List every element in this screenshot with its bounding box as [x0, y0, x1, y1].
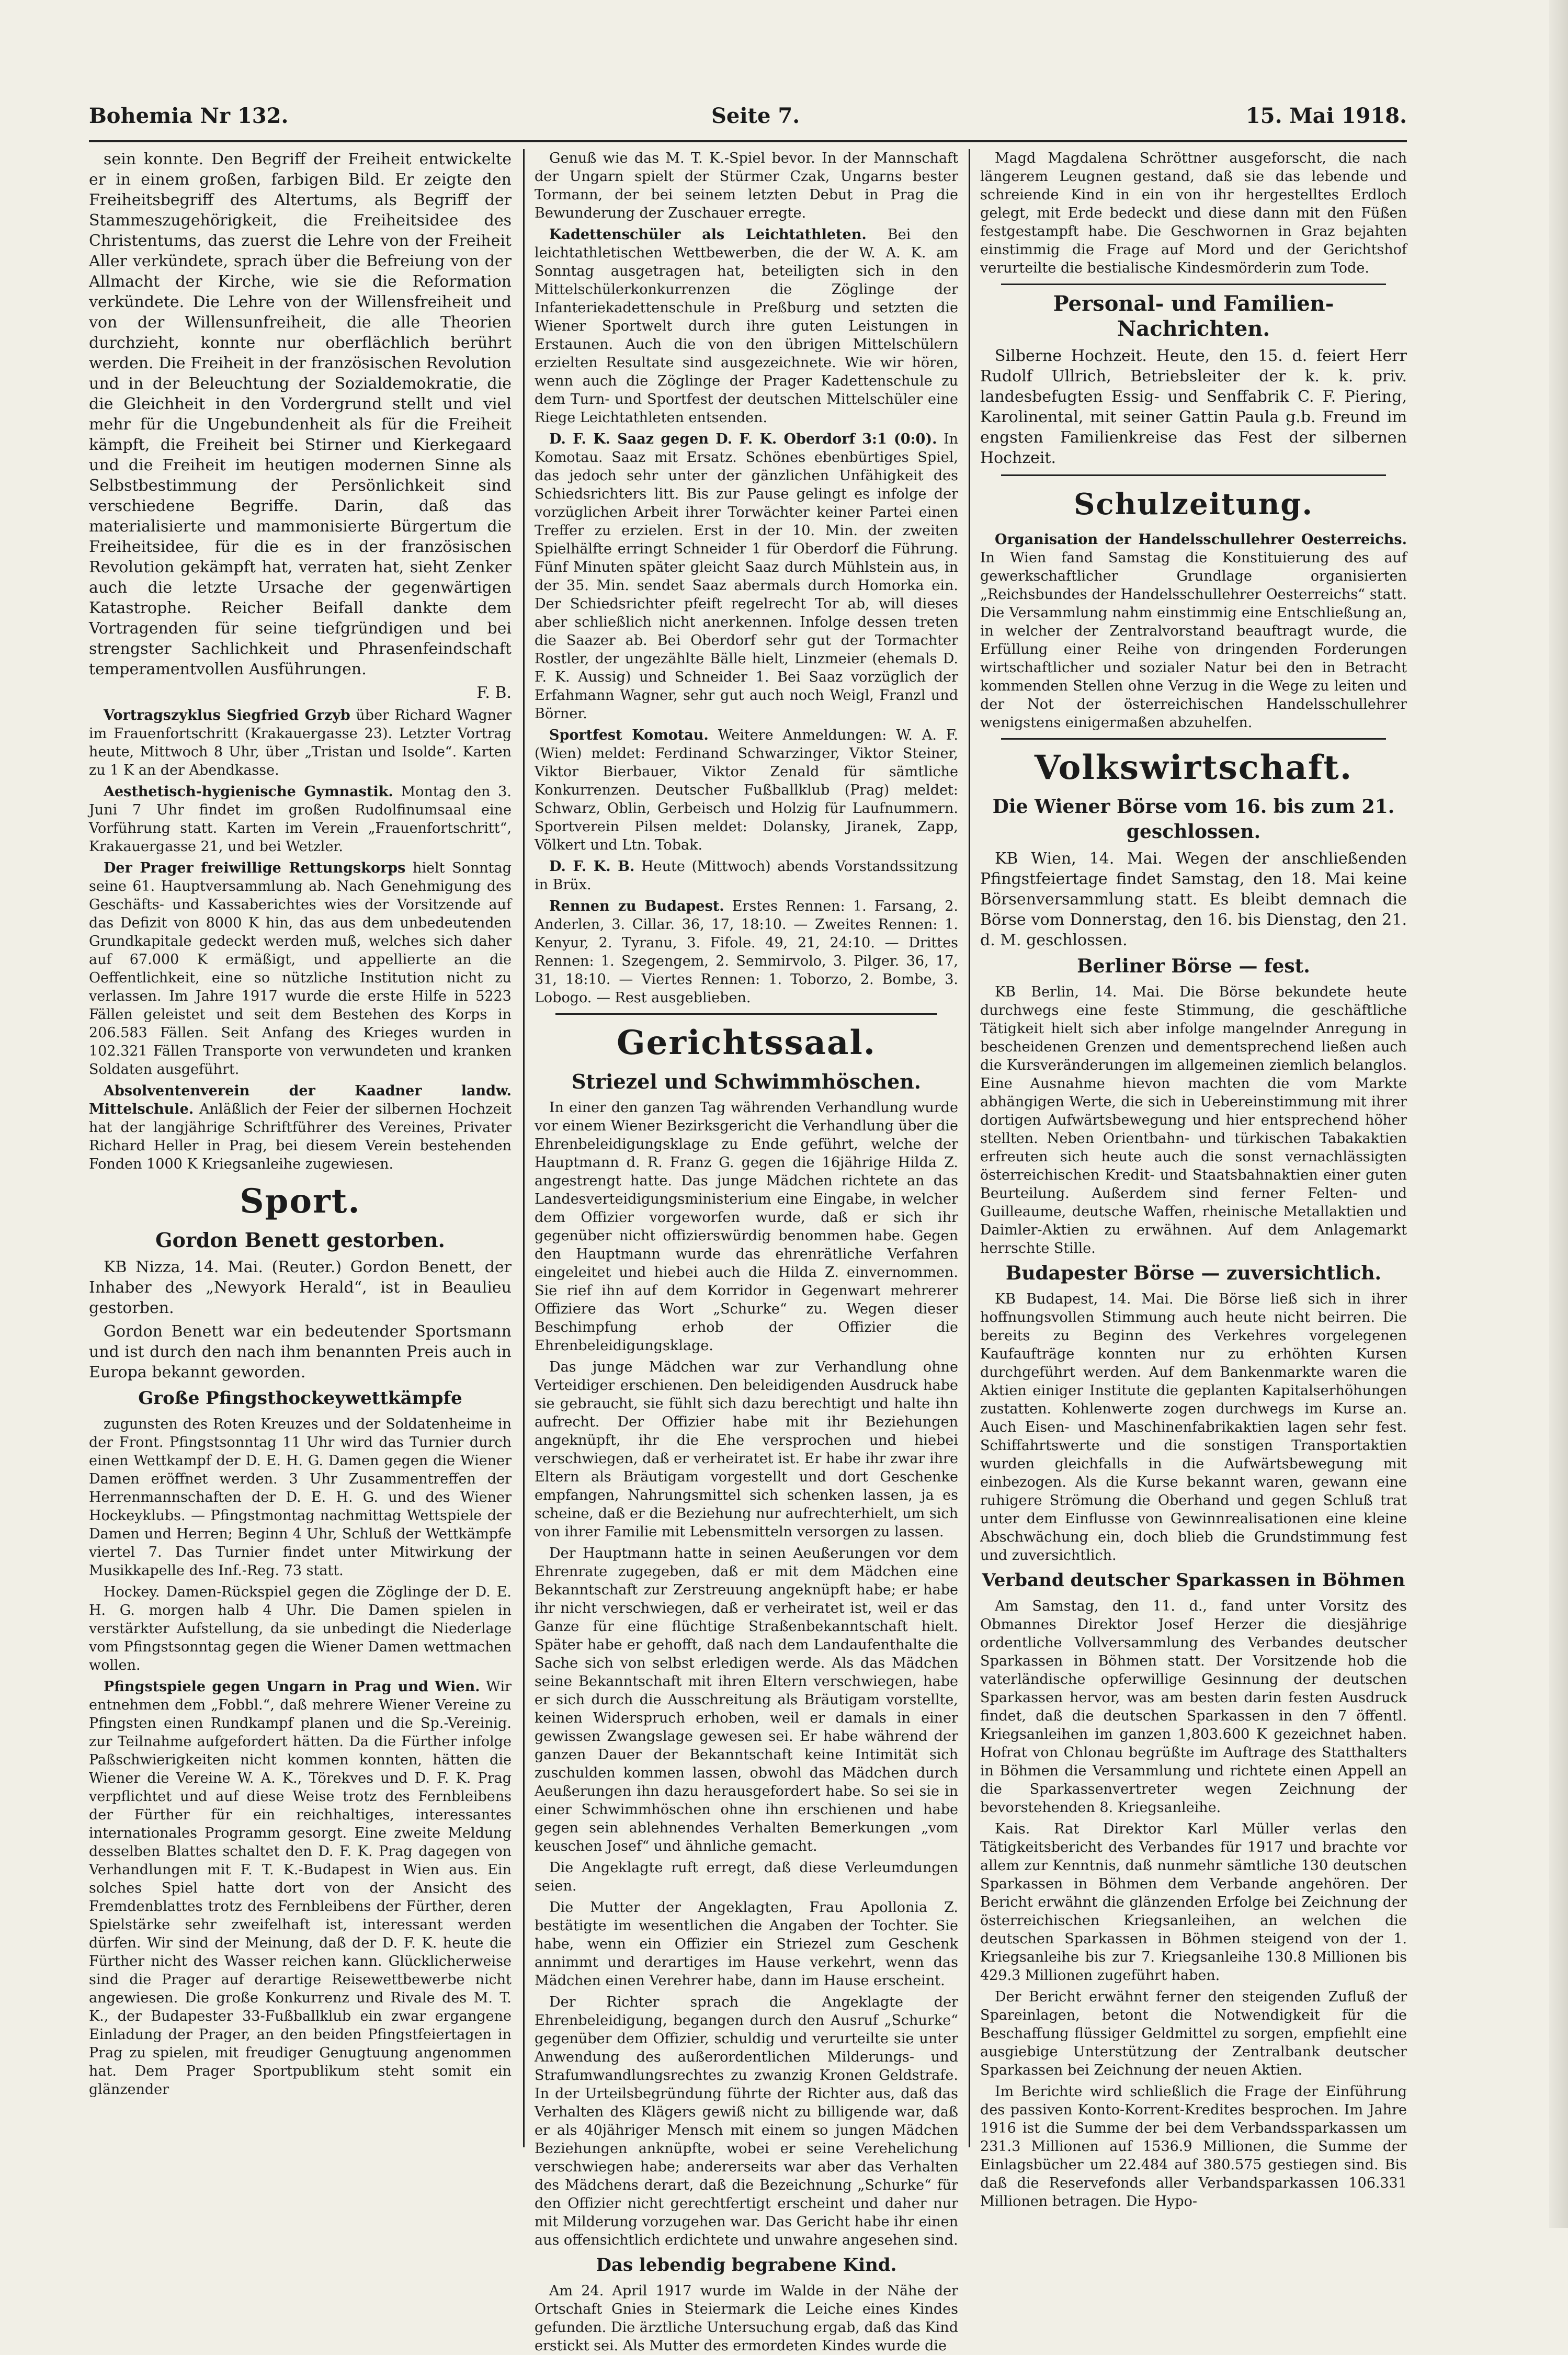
section-divider — [1001, 738, 1386, 740]
kadetten-article: Kadettenschüler als Leichtathleten. Bei den leichtathletischen Wettbewerben, die der W. A. K. am Sonntag ausgetragen hat, beteiligten sich in den Mittelschülerkonkurrenzen die Zöglinge der Infanteriekadettenschule in Preßburg und setzten die Wiener Sportwelt durch ihre guten Leistungen in Erstaunen. Auch die von den übrigen Mittelschülern erzielten Resultate sind ausgezeichnete. Wie wir hören, wenn auch die Zöglinge der Prager Kadettenschule zu dem Turn- und Sportfest der deutschen Mittelschüler eine Riege Leichtathleten entsenden. — [535, 227, 958, 426]
section-schulzeitung-heading: Schulzeitung. — [1074, 487, 1313, 522]
notice-wagner: Vortragszyklus Siegfried Grzyb über Richard Wagner im Frauenfortschritt (Krakauergasse 23). Letzter Vortrag heute, Mittwoch 8 Uhr, über „Tristan und Isolde“. Karten zu 1 K an der Abendkasse. — [89, 707, 512, 778]
striezel-heading: Striezel und Schwimmhöschen. — [571, 1070, 922, 1093]
berlin-heading: Berliner Börse — fest. — [1077, 955, 1310, 977]
rennen-article: Rennen zu Budapest. Erstes Rennen: 1. Farsang, 2. Anderlen, 3. Cillar. 36, 17, 18:10. — Zweites Rennen: 1. Kenyur, 2. Tyranu, 3. Fifole. 49, 21, 24:10. — Drittes Rennen: 1. Szegengem, 2. Semmirvolo, 3. Pilger. 36, 17, 31, 18:10. — Viertes Rennen: 1. Toborzo, 2. Bombe, 3. Lobogo. — Rest ausgeblieben. — [535, 898, 958, 1006]
wiener-boerse-text: KB Wien, 14. Mai. Wegen der anschließenden Pfingstfeiertage findet Samstag, den 18. Mai keine Börsenversammlung statt. Es bleibt demnach die Börse vom Donnerstag, den 16. bis Dienstag, den 21. d. M. geschlossen. — [980, 850, 1407, 949]
section-divider — [555, 1013, 937, 1015]
notice-gymnastik: Aesthetisch-hygienische Gymnastik. Montag den 3. Juni 7 Uhr findet im großen Rudolfinumsaal eine Vorführung statt. Karten im Verein „Frauenfortschritt“, Krakauergasse 21, und bei Wetzler. — [89, 784, 512, 855]
section-divider — [1001, 474, 1386, 476]
schul-article: Organisation der Handelsschullehrer Oesterreichs. In Wien fand Samstag die Konstituierung des auf gewerkschaftlicher Grundlage organisierten „Reichsbundes der Handelsschullehrer Oesterreichs“ statt. Die Versammlung nahm einstimmig eine Entschließung an, in welcher der Zentralvorstand beauftragt wurde, die Erfüllung einer Reihe von dringenden Forderungen wirtschaftlicher und sozialer Natur bei den in Betracht kommenden Stellen ohne Verzug in die Wege zu leiten und der Not der österreichischen Handelsschullehrer wenigstens einigermaßen abzuhelfen. — [980, 531, 1407, 731]
column-3 — [980, 149, 1407, 2210]
header-rule — [89, 140, 1407, 142]
kind-text: Am 24. April 1917 wurde im Walde in der Nähe der Ortschaft Gnies in Steiermark die Leiche eines Kindes gefunden. Die ärztliche Untersuchung ergab, daß das Kind erstickt sei. Als Mutter des ermordeten Kindes wurde die — [535, 2283, 958, 2354]
dfk-article: D. F. K. B. Heute (Mittwoch) abends Vorstandssitzung in Brüx. — [535, 858, 958, 893]
kind-heading: Das lebendig begrabene Kind. — [596, 2255, 897, 2275]
sparkassen-p2: Kais. Rat Direktor Karl Müller verlas den Tätigkeitsbericht des Verbandes für 1917 und brachte vor allem zur Kenntnis, daß nunmehr sämtliche 130 deutschen Sparkassen in Böhmen dem Verbande angehören. Der Bericht erwähnt die glänzenden Erfolge bei Zeichnung der österreichischen Kriegsanleihen, an welchen die deutschen Sparkassen in Böhmen steigend von der 1. Kriegsanleihe bis zur 7. Kriegsanleihe 130.8 Millionen bis 429.3 Millionen zugeführt haben. — [980, 1821, 1407, 1984]
page-header — [89, 104, 1407, 140]
striezel-p6: Der Richter sprach die Angeklagte der Ehrenbeleidigung, begangen durch den Ausruf „Schurke“ gegenüber dem Offizier, schuldig und verurteilte sie unter Anwendung des außerordentlichen Milderungs- und Strafumwandlungsrechtes zu zwanzig Kronen Geldstrafe. In der Urteilsbegründung führte der Richter aus, daß das Verhalten des Klägers gewiß nicht zu billigende war, daß er als 40jähriger Mensch mit einem so jungen Mädchen Beziehungen anknüpfte, wobei er seine Verehelichung verschwiegen habe; andererseits war aber das Verhalten des Mädchens derart, daß die Bezeichnung „Schurke“ für den Offizier nicht gerechtfertigt erscheint und daher nur mit Milderung vorzugehen war. Das Gericht habe ihr einen aus offensichtlich erdichtete und unwahre angesehen sind. — [535, 1994, 958, 2248]
budapest-text: KB Budapest, 14. Mai. Die Börse ließ sich in ihrer hoffnungsvollen Stimmung auch heute nicht beirren. Die bereits zu Beginn des Verkehres vorgelegenen Kaufaufträge konnten nur zu erhöhten Kursen durchgeführt werden. Auf dem Bankenmarkte waren die Aktien einiger Institute die geplanten Kapitalserhöhungen zustatten. Kohlenwerte zogen durchwegs im Kurse an. Auch Eisen- und Maschinenfabrikaktien lagen sehr fest. Schiffahrtswerte und die sonstigen Transportaktien wurden gleichfalls in die Aufwärtsbewegung mit einbezogen. Als die Kurse bekannt waren, gewann eine ruhigere Strömung die Oberhand und gegen Schluß trat unter dem Einflusse von Gewinnrealisationen eine kleine Abschwächung ein, doch blieb die Grundstimmung fest und zuversichtlich. — [980, 1291, 1407, 1564]
striezel-p3: Der Hauptmann hatte in seinen Aeußerungen vor dem Ehrenrate zugegeben, daß er mit dem Mädchen eine Bekanntschaft zur Zerstreuung angeknüpft habe; er habe ihr nicht verschwiegen, daß er verheiratet ist, weil er das Ganze für eine flüchtige Straßenbekanntschaft hielt. Später habe er gehofft, daß nach dem Landaufenthalte die Sache sich von selbst erledigen werde. Als das Mädchen seine Bekanntschaft mit ihren Eltern verschwiegen, habe er sich durch die Ausschreitung als Bräutigam vorstellte, keinen Widerspruch erhoben, weil er damals in einer gewissen Zwangslage gewesen sei. Er habe während der ganzen Dauer der Bekanntschaft keine Intimität sich zuschulden kommen lassen, obwohl das Mädchen durch Aeußerungen ihn dazu herausgefordert habe. So sei sie in einer Schwimmhöschen ohne ihn erschienen und habe gegen sein ablehnendes Verhalten Bemerkungen „vom keuschen Josef“ und ähnliche gemacht. — [535, 1545, 958, 1854]
lecture-signature: F. B. — [476, 684, 512, 702]
kind-continued: Magd Magdalena Schröttner ausgeforscht, die nach längerem Leugnen gestand, daß sie das lebende und schreiende Kind in ein von ihr hergestelltes Erdloch gelegt, mit Erde bedeckt und diese dann mit den Füßen festgestampft habe. Die Geschwornen in Graz bejahten einstimmig die Frage auf Mord und der Gerichtshof verurteilte die bestialische Kindesmörderin zum Tode. — [980, 150, 1407, 276]
page-edge — [1549, 0, 1568, 2228]
striezel-p5: Die Mutter der Angeklagten, Frau Apollonia Z. bestätigte im wesentlichen die Angaben der Tochter. Sie habe, wenn ein Offizier ein Striezel zum Geschenk annimmt und derartiges im Hause verkehrt, wenn das Mädchen einen Verehrer habe, dann im Hause erscheint. — [535, 1899, 958, 1989]
bennett-heading: Gordon Benett gestorben. — [155, 1228, 445, 1252]
column-1 — [89, 149, 512, 2147]
lecture-report: sein konnte. Den Begriff der Freiheit entwickelte er in einem großen, farbigen Bild. Er zeigte den Freiheitsbegriff des Altertums, als Begriff der Stammeszugehörigkeit, die Freiheitsidee des Christentums, das zuerst die Lehre von der Freiheit Aller verkündete, sprach über die Befreiung von der Allmacht der Kirche, wie sie die Reformation verkündete. Die Lehre von der Willensfreiheit und von der Willensunfreiheit, die alle Theorien durchzieht, konnte nur oberflächlich berührt werden. Die Freiheit in der französischen Revolution und in der Beleuchtung der Sozialdemokratie, die die Gleichheit in den Vordergrund stellt und viel mehr für die Ungebundenheit als für die Freiheit kämpft, die Freiheit bei Stirner und Kierkegaard und die Freiheit im heutigen modernen Sinne als Selbstbestimmung der Persönlichkeit sind verschiedene Begriffe. Darin, daß das materialisierte und mammonisierte Bürgertum die Freiheitsidee, für die es in der französischen Revolution gekämpft hat, verraten hat, sieht Zenker auch die letzte Ursache der gegenwärtigen Katastrophe. Reicher Beifall dankte dem Vortragenden für seine tiefgründigen und bei strengster Sachlichkeit und Phrasenfeindschaft temperamentvollen Ausführungen. — [89, 150, 512, 678]
ungarn-article: Pfingstspiele gegen Ungarn in Prag und Wien. Wir entnehmen dem „Fobbl.“, daß mehrere Wiener Vereine zu Pfingsten einen Rundkampf planen und die Sp.-Vereinig. zur Teilnahme aufgefordert hätten. Da die Fürther infolge Paßschwierigkeiten nicht kommen konnten, hätten die Wiener die Vereine W. A. K., Törekves und D. F. K. Prag verpflichtet und auf diese Weise trotz des Fernbleibens der Fürther für ein reichhaltiges, interessantes internationales Programm gesorgt. Eine zweite Meldung desselben Blattes schaltet den D. F. K. Prag dagegen von Verhandlungen mit F. T. K.-Budapest in Wien aus. Ein solches Spiel hatte dort von der Ansicht des Fremdenblattes trotz des Fernbleibens der Fürther, deren Spielstärke sehr zweifelhaft ist, interessant werden dürfen. Wir sind der Meinung, daß der D. F. K. heute die Fürther nicht des Wasser reichen kann. Glücklicherweise sind die Prager auf derartige Reisewettbewerbe nicht angewiesen. Die große Konkurrenz und Rivale des M. T. K., der Budapester 33-Fußballklub ein zwar ergangene Einladung der Prager, an den beiden Pfingstfeiertagen in Prag zu spielen, mit freudiger Genugtuung angenommen hat. Dem Prager Sportpublikum steht somit ein glänzender — [89, 1679, 512, 2098]
sportfest-article: Sportfest Komotau. Weitere Anmeldungen: W. A. F. (Wien) meldet: Ferdinand Schwarzinger, Viktor Steiner, Viktor Bierbauer, Viktor Zenald für sämtliche Konkurrenzen. Deutscher Fußballklub (Prag) meldet: Schwarz, Oblin, Gerbeisch und Holzig für Laufnummern. Sportverein Pilsen meldet: Dolansky, Jiranek, Zapp, Völkert und Ltn. Tobak. — [535, 727, 958, 853]
sparkassen-p4: Im Berichte wird schließlich die Frage der Einführung des passiven Konto-Korrent-Kredites besprochen. Im Jahre 1916 ist die Summe der bei dem Verbandssparkassen um 231.3 Millionen auf 1536.9 Millionen, die Summe der Einlagsbücher um 22.484 auf 380.575 gestiegen sind. Bis daß die Reservefonds aller Verbandsparkassen 106.331 Millionen betragen. Die Hypo- — [980, 2084, 1407, 2210]
column-rule-2 — [969, 149, 970, 2147]
sparkassen-heading: Verband deutscher Sparkassen in Böhmen — [982, 1570, 1405, 1591]
section-gerichtssaal-heading: Gerichtssaal. — [616, 1023, 877, 1062]
mtk-text: Genuß wie das M. T. K.-Spiel bevor. In der Mannschaft der Ungarn spielt der Stürmer Czak, Ungarns bester Tormann, der bei seinem letzten Debut in Prag die Bewunderung der Zuschauer erregte. — [535, 150, 958, 221]
striezel-p2: Das junge Mädchen war zur Verhandlung ohne Verteidiger erschienen. Den beleidigenden Ausdruck habe sie gebraucht, sie fühlt sich dazu berechtigt und halte ihn aufrecht. Der Offizier habe mit ihr Beziehungen angeknüpft, ihr die Ehe versprochen und hiebei verschwiegen, daß er verheiratet ist. Er habe ihr zwar ihre Eltern als Bräutigam vorgestellt und dort Geschenke empfangen, Nahrungsmittel sich schenken lassen, ja es scheine, daß er die Beziehung nur aufrechterhielt, um sich von ihrer Familie mit Lebensmitteln versorgen zu lassen. — [535, 1359, 958, 1540]
bennett-text: KB Nizza, 14. Mai. (Reuter.) Gordon Benett, der Inhaber des „Newyork Herald“, ist in Beaulieu gestorben. — [89, 1258, 512, 1317]
budapest-heading: Budapester Börse — zuversichtlich. — [1005, 1262, 1382, 1284]
wiener-boerse-heading: Die Wiener Börse vom 16. bis zum 21. geschlossen. — [992, 796, 1395, 843]
hockey-text-2: Hockey. Damen-Rückspiel gegen die Zöglinge der D. E. H. G. morgen halb 4 Uhr. Die Damen spielen in verstärkter Aufstellung, da sie unbedingt die Niederlage vom Pfingstsonntag gegen die Wiener Damen wettmachen wollen. — [89, 1584, 512, 1673]
notice-rettungskorps: Der Prager freiwillige Rettungskorps hielt Sonntag seine 61. Hauptversammlung ab. Nach Genehmigung des Geschäfts- und Kassaberichtes wies der Vorsitzende auf das Defizit von 8000 K hin, das aus dem unbedeutenden Grundkapitale gedeckt werden muß, welches sich daher auf 67.000 K ermäßigt, und appellierte an die Oeffentlichkeit, eine so nützliche Institution nicht zu verlassen. Im Jahre 1917 wurde die erste Hilfe in 5223 Fällen geleistet und seit dem Bestehen des Korps in 206.583 Fällen. Seit Anfang des Krieges wurden in 102.321 Fällen Transporte von verwundeten und kranken Soldaten ausgeführt. — [89, 860, 512, 1078]
saaz-article: D. F. K. Saaz gegen D. F. K. Oberdorf 3:1 (0:0). In Komotau. Saaz mit Ersatz. Schönes ebenbürtiges Spiel, das jedoch sehr unter der gänzlichen Unfähigkeit des Schiedsrichters litt. Bis zur Pause gelingt es infolge der vorzüglichen Arbeit ihrer Torwächter keiner Partei einen Treffer zu erzielen. Erst in der 10. Min. der zweiten Spielhälfte erringt Schneider 1 für Oberdorf die Führung. Fünf Minuten später gleicht Saaz durch Mühlstein aus, in der 35. Min. sendet Saaz abermals durch Homorka ein. Der Schiedsrichter pfeift regelrecht Tor ab, will dieses aber schließlich nicht anerkennen. Infolge dessen treten die Saazer ab. Bei Oberdorf sehr gut der Tormachter Rostler, der ungezählte Bälle hielt, Linzmeier (ehemals D. F. K. Aussig) und Schneider 1. Bei Saaz vorzüglich der Erfahmann Wagner, sehr gut auch noch Weigl, Franzl und Börner. — [535, 431, 959, 722]
personal-text: Silberne Hochzeit. Heute, den 15. d. feiert Herr Rudolf Ullrich, Betriebsleiter der k. k. priv. landesbefugten Essig- und Senffabrik C. F. Piering, Karolinental, mit seiner Gattin Paula g.b. Freund im engsten Familienkreise das Fest der silbernen Hochzeit. — [980, 347, 1407, 467]
hockey-heading: Große Pfingsthockeywettkämpfe — [138, 1388, 462, 1409]
hockey-text: zugunsten des Roten Kreuzes und der Soldatenheime in der Front. Pfingstsonntag 11 Uhr wird das Turnier durch einen Wettkampf der D. E. H. G. Damen gegen die Wiener Damen eröffnet werden. 3 Uhr Zusammentreffen der Herrenmannschaften der D. E. H. G. und des Wiener Hockeyklubs. — Pfingstmontag nachmittag Wettspiele der Damen und Herren; Beginn 4 Uhr, Schluß der Wettkämpfe viertel 7. Das Turnier findet unter Mitwirkung der Musikkapelle des Inf.-Reg. 73 statt. — [89, 1416, 512, 1579]
striezel-p1: In einer den ganzen Tag währenden Verhandlung wurde vor einem Wiener Bezirksgericht die Verhandlung über die Ehrenbeleidigungsklage zu Ende geführt, welche der Hauptmann d. R. Franz G. gegen die 16jährige Hilda Z. angestrengt hatte. Das junge Mädchen richtete an das Landesverteidigungsministerium eine Eingabe, in welcher dem Offizier vorgeworfen wurde, daß er sich ihr gegenüber nicht offizierswürdig benommen habe. Gegen den Hauptmann wurde das ehrenrätliche Verfahren eingeleitet und hiebei auch die Hilda Z. einvernommen. Sie rief ihn auf dem Korridor in Gegenwart mehrerer Offiziere das Wort „Schurke“ zu. Wegen dieser Beschimpfung erhob der Offizier die Ehrenbeleidigungsklage. — [535, 1100, 958, 1354]
header-date: 15. Mai 1918. — [1245, 104, 1407, 128]
section-divider — [1001, 284, 1386, 285]
berlin-text: KB Berlin, 14. Mai. Die Börse bekundete heute durchwegs eine feste Stimmung, die geschäftliche Tätigkeit hielt sich aber infolge mangelnder Anregung in bescheidenen Grenzen und dementsprechend ließen auch die Kursveränderungen im allgemeinen ziemlich belanglos. Eine Ausnahme hievon machten die vom Markte abhängigen Werte, die sich in Uebereinstimmung mit ihrer dortigen Aufwärtsbewegung und hier entsprechend höher stellten. Neben Orientbahn- und türkischen Tabakaktien erfreuten sich heute auch die sonst vernachlässigten österreichischen Kredit- und Staatsbahnaktien einer guten Beurteilung. Außerdem sind ferner Felten- und Guilleaume, deutsche Waffen, rheinische Metallaktien und Daimler-Aktien zu erwähnen. Auf dem Anlagemarkt herrschte Stille. — [980, 984, 1407, 1256]
column-2 — [535, 149, 959, 2354]
section-sport-heading: Sport. — [240, 1182, 361, 1221]
striezel-p4: Die Angeklagte ruft erregt, daß diese Verleumdungen seien. — [535, 1860, 958, 1894]
section-volkswirtschaft-heading: Volkswirtschaft. — [1034, 748, 1353, 787]
header-publication: Bohemia Nr 132. — [89, 104, 289, 128]
personal-heading: Personal- und Familien-Nachrichten. — [1053, 291, 1334, 341]
notice-absolventenverein: Absolventenverein der Kaadner landw. Mittelschule. Anläßlich der Feier der silbernen Hochzeit hat der langjährige Schriftführer des Vereines, Privater Richard Heller in Prag, bei diesem Verein bestehenden Fonden 1000 K Kriegsanleihe zugewiesen. — [89, 1083, 512, 1172]
bennett-text-2: Gordon Benett war ein bedeutender Sportsmann und ist durch den nach ihm benannten Preis auch in Europa bekannt geworden. — [89, 1322, 512, 1382]
sparkassen-p1: Am Samstag, den 11. d., fand unter Vorsitz des Obmannes Direktor Josef Herzer die diesjährige ordentliche Vollversammlung des Verbandes deutscher Sparkassen in Böhmen statt. Der Vorsitzende hob die vaterländische opferwillige Gesinnung der deutschen Sparkassen hervor, was am besten darin festen Ausdruck findet, daß die deutschen Sparkassen in den 7 öffentl. Kriegsanleihen im ganzen 1,803.600 K gezeichnet haben. Hofrat von Chlonau begrüßte im Auftrage des Statthalters in Böhmen die Versammlung und richtete einen Appell an die Sparkassenvertreter wegen Zeichnung der bevorstehenden 8. Kriegsanleihe. — [980, 1598, 1407, 1816]
sparkassen-p3: Der Bericht erwähnt ferner den steigenden Zufluß der Spareinlagen, betont die Notwendigkeit für die Beschaffung flüssiger Geldmittel zu sorgen, empfiehlt eine ausgiebige Unterstützung der Zentralbank deutscher Sparkassen bei Zeichnung der neuen Aktien. — [980, 1989, 1407, 2078]
column-rule-1 — [523, 149, 525, 2147]
header-page-number: Seite 7. — [711, 104, 800, 128]
